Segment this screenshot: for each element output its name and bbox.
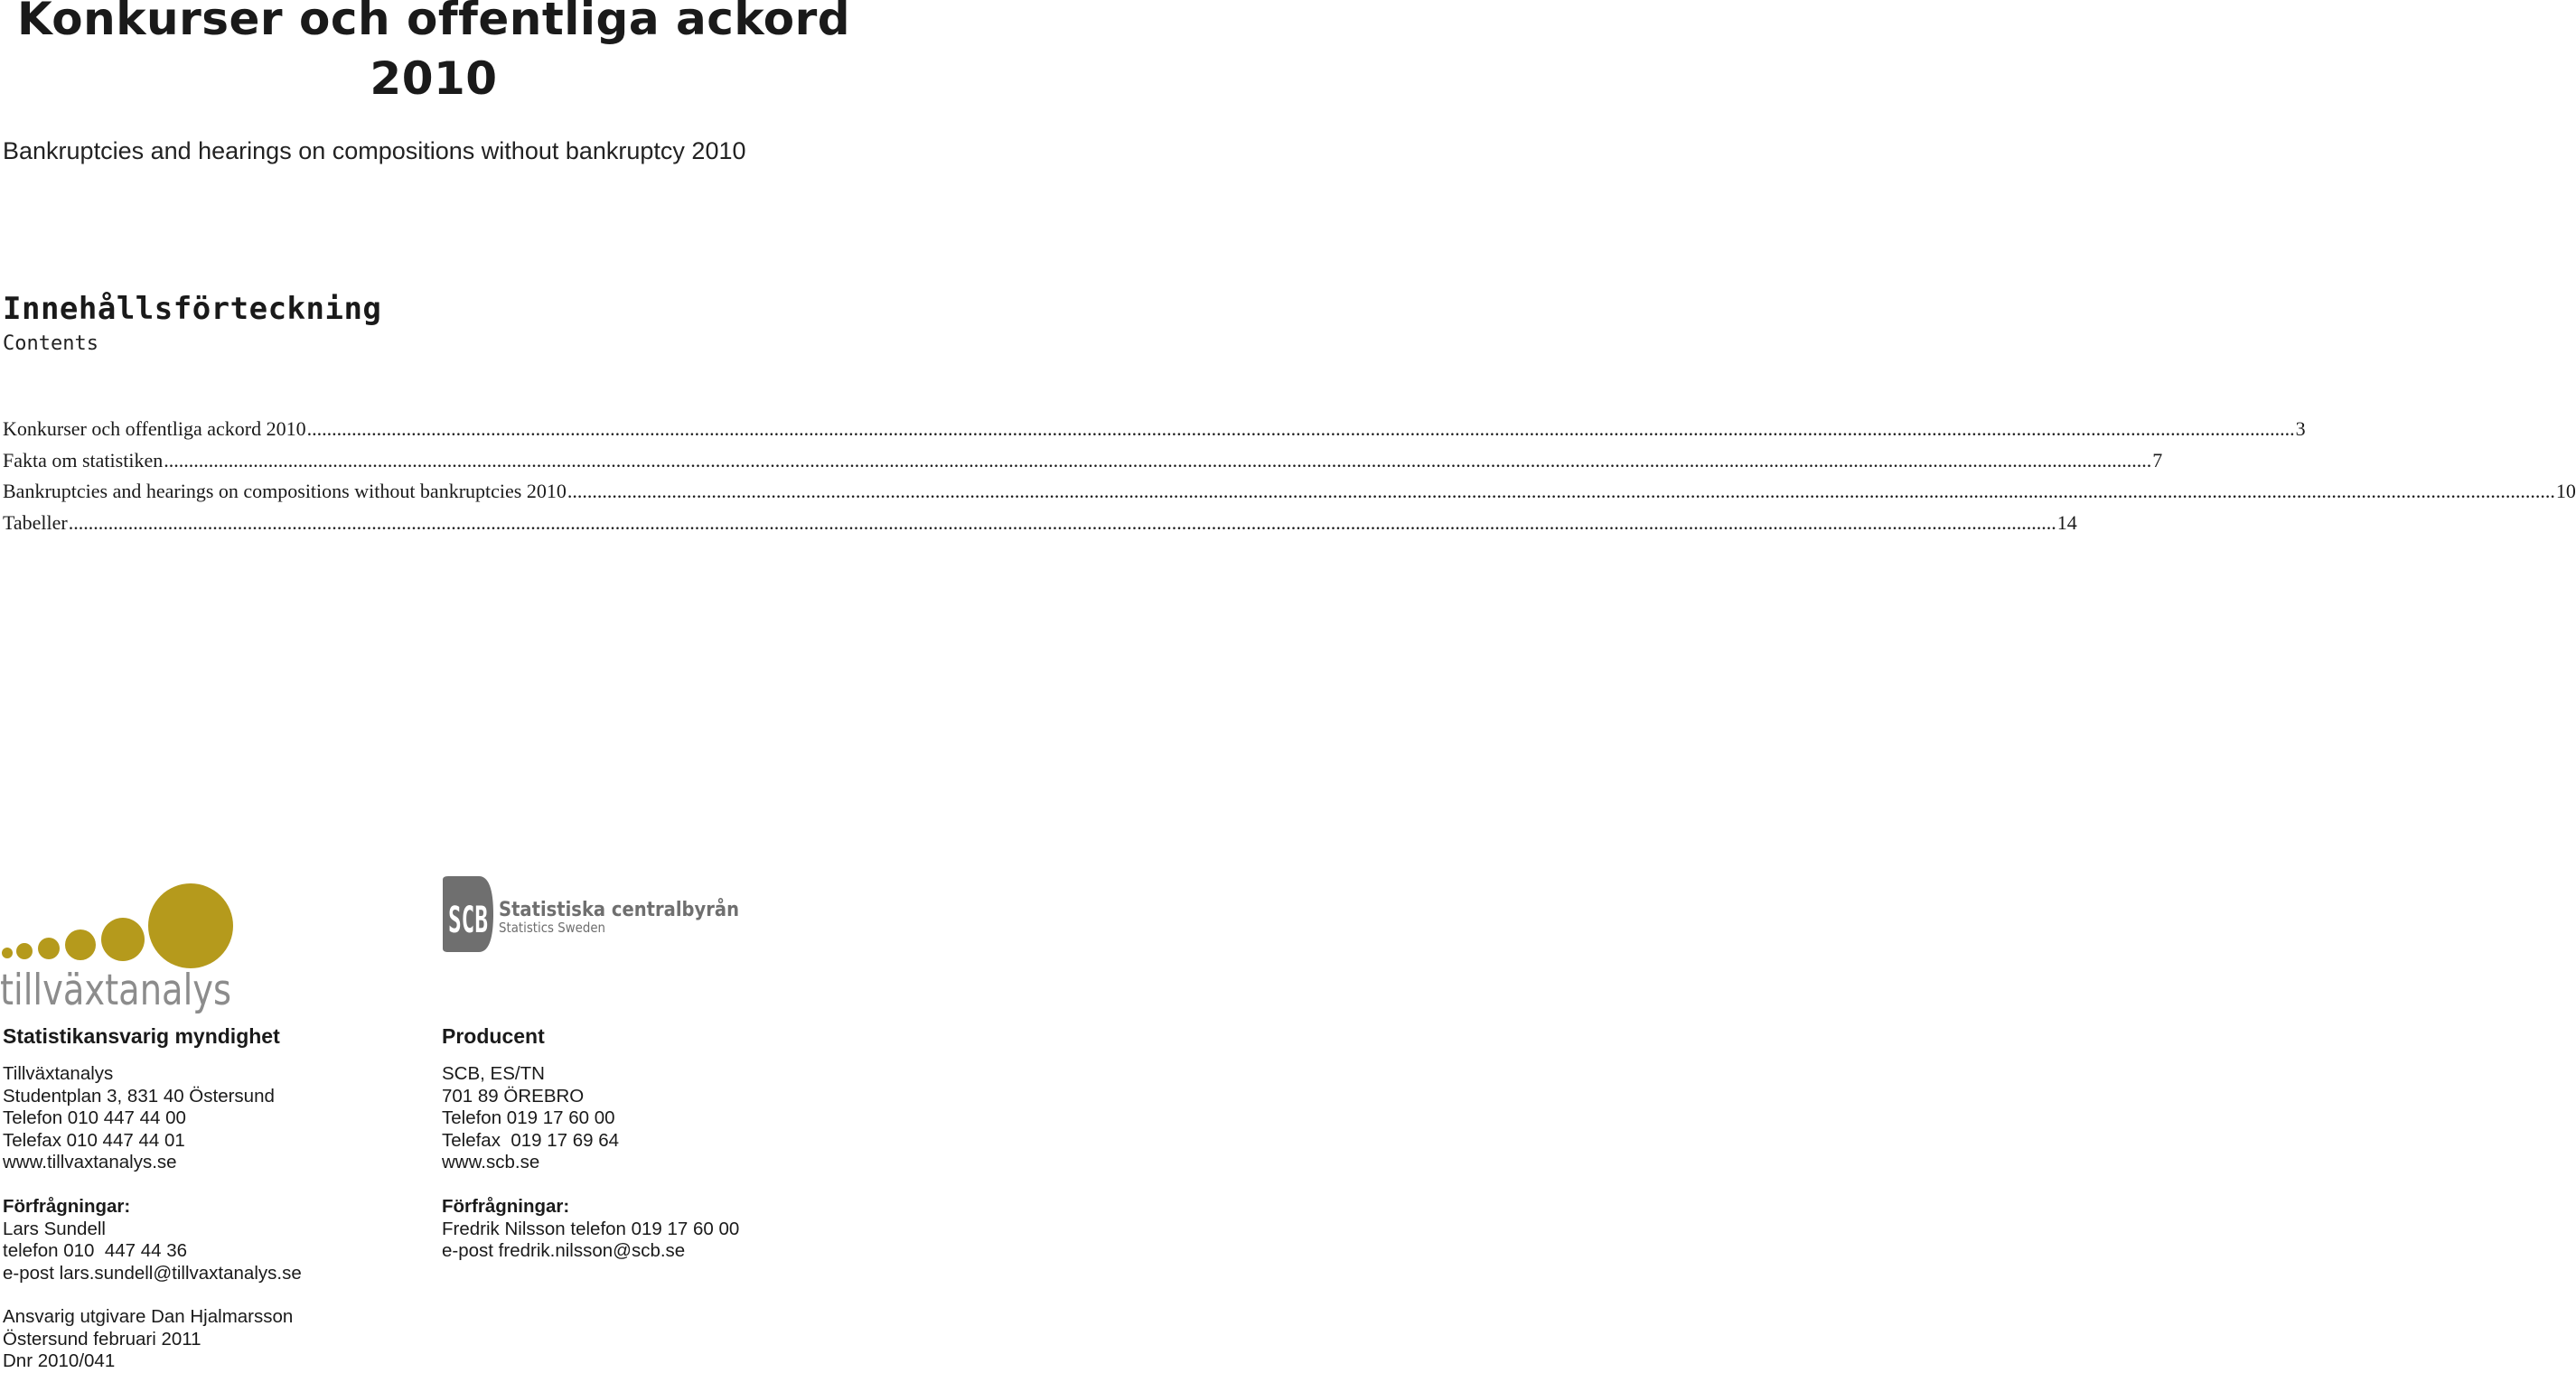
toc-entry[interactable] [3,448,2163,481]
authority-line: Tillväxtanalys [3,1063,114,1084]
producer-line: Telefon 019 17 60 00 [442,1107,615,1129]
contents-subheading: Contents [3,332,98,355]
toc-entry-title: Bankruptcies and hearings on compositions without bankruptcies 2010 [3,480,567,502]
logo-wordmark: tillväxtanalys [0,966,231,1015]
toc-entry-title: Fakta om statistiken [3,448,164,472]
toc-entry[interactable] [3,417,2306,449]
authority-website-link[interactable]: www.tillvaxtanalys.se [3,1152,177,1173]
authority-line: Studentplan 3, 831 40 Östersund [3,1085,275,1107]
toc-entry[interactable] [3,480,2576,511]
toc-entry-page: 14 [2056,510,2077,534]
enquiries-heading: Förfrågningar: [3,1195,131,1217]
document-subtitle: Bankruptcies and hearings on compositions without bankruptcy 2010 [3,137,746,164]
publisher-footer [3,1306,293,1373]
authority-line: Telefax 010 447 44 01 [3,1129,185,1151]
enquiries-line: telefon 010 447 44 36 [3,1240,188,1262]
toc-entry-title: Konkurser och offentliga ackord 2010 [3,417,306,440]
toc-entry-page: 3 [2295,417,2306,440]
responsible-authority-block [3,1023,427,1284]
toc-entry-title: Tabeller [3,510,68,534]
table-of-contents [3,417,2576,542]
producer-line: 701 89 ÖREBRO [442,1085,585,1107]
producer-line: Telefax 019 17 69 64 [442,1129,620,1151]
enquiries-line: Fredrik Nilsson telefon 019 17 60 00 [442,1218,740,1239]
enquiries-line: Lars Sundell [3,1218,106,1239]
logo-dot-1 [2,948,13,958]
responsible-authority-heading: Statistikansvarig myndighet [3,1024,280,1048]
producer-block [442,1023,866,1263]
toc-leader-dots: ................................................................................................................................................................................................................................................................................................................................................................................................................ [68,510,2056,534]
enquiries-heading: Förfrågningar: [442,1195,570,1217]
toc-entry-page: 10 [2555,480,2576,502]
title-line-2: 2010 [370,52,498,105]
toc-entry[interactable] [3,510,2077,543]
document-title [0,0,867,108]
toc-leader-dots: ................................................................................................................................................................................................................................................................................................................................................................................................................ [306,417,2295,440]
logo-dot-4 [65,929,96,960]
scb-emblem-text: SCB [448,900,488,941]
footer-line: Östersund februari 2011 [3,1328,201,1350]
logo-dot-5 [101,918,145,961]
tillvaxtanalys-logo [0,871,244,1015]
toc-leader-dots: ................................................................................................................................................................................................................................................................................................................................................................................................................ [567,480,2555,502]
authority-line: Telefon 010 447 44 00 [3,1107,186,1129]
producer-line: SCB, ES/TN [442,1063,545,1084]
enquiries-email-link[interactable]: e-post lars.sundell@tillvaxtanalys.se [3,1262,302,1284]
toc-entry-page: 7 [2152,448,2163,472]
scb-name: Statistiska centralbyrån [499,899,770,921]
contents-heading: Innehållsförteckning [3,291,382,327]
footer-line: Ansvarig utgivare Dan Hjalmarsson [3,1306,294,1327]
scb-logo [439,873,770,959]
producer-heading: Producent [442,1024,545,1048]
enquiries-email-link[interactable]: e-post fredrik.nilsson@scb.se [442,1240,686,1262]
footer-line: Dnr 2010/041 [3,1350,116,1372]
title-line-1: Konkurser och offentliga ackord [16,0,851,45]
producer-website-link[interactable]: www.scb.se [442,1152,540,1173]
toc-leader-dots: ................................................................................................................................................................................................................................................................................................................................................................................................................ [164,448,2152,472]
logo-dot-2 [16,943,33,959]
logo-dot-3 [38,938,60,959]
scb-name-english: Statistics Sweden [499,920,605,936]
logo-dot-6 [148,883,233,968]
